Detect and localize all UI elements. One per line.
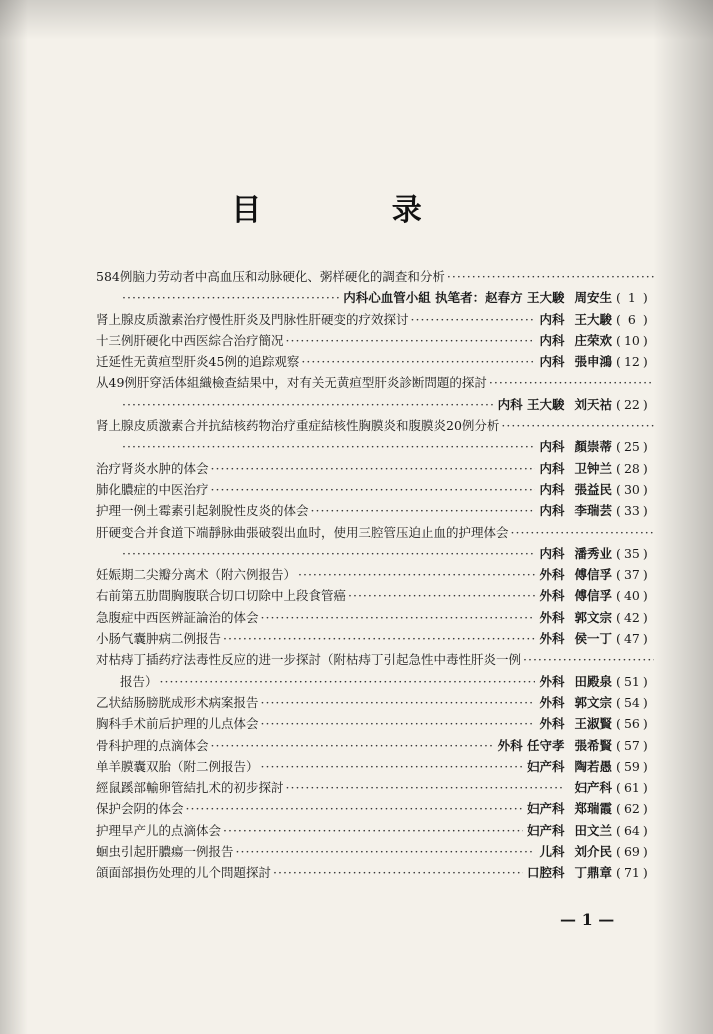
toc-leader-dots	[122, 290, 339, 305]
toc-entry-page: ( 42 )	[616, 609, 648, 625]
toc-entry-department: 外科	[539, 694, 565, 710]
toc-entry	[96, 650, 656, 671]
toc-entry-page: ( 6 )	[616, 311, 648, 327]
toc-entry-author: 田文兰	[574, 822, 612, 838]
toc-entry-title: 妊娠期二尖瓣分离术（附六例报告）	[96, 567, 297, 583]
toc-entry	[96, 395, 656, 416]
toc-entry-title: 肾上腺皮质激素治疗慢性肝炎及門脉性肝硬变的疗效探讨	[96, 311, 409, 327]
toc-entry-title: 保护会阴的体会	[96, 801, 184, 817]
toc-entry-page-number: 28	[623, 460, 640, 476]
toc-entry-page: ( 1 )	[616, 290, 648, 306]
toc-leader-dots	[447, 269, 654, 284]
toc-entry-author: 顏崇蒂	[574, 439, 612, 455]
toc-entry-page: ( 64 )	[616, 822, 648, 838]
toc-entry-page-number: 42	[623, 609, 640, 625]
toc-entry-title: 十三例肝硬化中西医綜合治疗簡况	[96, 332, 284, 348]
toc-entry-department: 内科	[539, 354, 565, 370]
toc-entry-page-number: 25	[623, 439, 640, 455]
toc-entry-page-number: 1	[627, 290, 636, 306]
toc-entry-page-number: 69	[623, 844, 640, 860]
toc-entry-title: 右前第五肋間胸腹联合切口切除中上段食管癌	[96, 588, 347, 604]
toc-leader-dots	[122, 546, 535, 561]
toc-entry-title: 小肠气囊肿病二例报告	[96, 631, 222, 647]
toc-entry	[96, 437, 656, 458]
toc-leader-dots	[286, 333, 536, 348]
toc-entry-title: 护理早产儿的点滴体会	[96, 822, 222, 838]
toc-entry-department: 内科 王大駿	[497, 396, 565, 412]
toc-entry-author: 張益民	[574, 481, 612, 497]
toc-entry-page: ( 54 )	[616, 694, 648, 710]
toc-entry-page: ( 59 )	[616, 758, 648, 774]
toc-entry-department: 外科	[539, 631, 565, 647]
toc-entry-page-number: 59	[623, 758, 640, 774]
toc-leader-dots	[122, 439, 535, 454]
scan-shadow-right	[653, 0, 713, 1034]
toc-leader-dots	[501, 418, 654, 433]
toc-entry-page-number: 62	[623, 801, 640, 817]
toc-leader-dots	[236, 844, 536, 859]
toc-entry-page-number: 57	[623, 737, 640, 753]
toc-leader-dots	[223, 631, 535, 646]
toc-entry-page-number: 12	[623, 354, 640, 370]
toc-entry-department: 外科	[539, 588, 565, 604]
toc-entry-page: ( 37 )	[616, 567, 648, 583]
toc-entry-department: 内科	[539, 332, 565, 348]
toc-leader-dots	[261, 716, 536, 731]
toc-entry-page-number: 47	[623, 631, 640, 647]
toc-entry	[96, 608, 656, 629]
toc-leader-dots	[122, 397, 494, 412]
toc-entry-title: 胸科手术前后护理的儿点体会	[96, 716, 259, 732]
toc-leader-dots	[211, 482, 536, 497]
toc-entry-page: ( 35 )	[616, 545, 648, 561]
toc-entry	[96, 267, 656, 288]
toc-entry-author: 張申鴻	[574, 354, 612, 370]
toc-entry-department: 外科	[539, 673, 565, 689]
toc-entry-title: 迁延性无黄疸型肝炎45例的追踪观察	[96, 354, 300, 370]
toc-entry-page: ( 10 )	[616, 332, 648, 348]
toc-entry-department: 内科	[539, 503, 565, 519]
toc-entry-page: ( 28 )	[616, 460, 648, 476]
toc-entry-title: 单羊膜囊双胎（附二例报告）	[96, 758, 259, 774]
toc-leader-dots	[523, 652, 654, 667]
toc-entry-page: ( 33 )	[616, 503, 648, 519]
toc-entry-page-number: 61	[623, 780, 640, 796]
toc-entry-page: ( 62 )	[616, 801, 648, 817]
toc-entry-department: 儿科	[539, 844, 565, 860]
toc-entry-author: 周安生	[574, 290, 612, 306]
toc-entry-page: ( 40 )	[616, 588, 648, 604]
table-of-contents	[96, 267, 656, 885]
toc-entry-page: ( 30 )	[616, 481, 648, 497]
toc-leader-dots	[286, 780, 563, 795]
toc-entry	[96, 310, 656, 331]
toc-entry	[96, 863, 656, 884]
toc-leader-dots	[211, 738, 494, 753]
toc-entry-page: ( 22 )	[616, 396, 648, 412]
toc-leader-dots	[261, 610, 536, 625]
toc-entry	[96, 459, 656, 480]
toc-entry-page-number: 33	[623, 503, 640, 519]
toc-entry-department: 外科	[539, 716, 565, 732]
toc-leader-dots	[301, 354, 535, 369]
toc-entry-page-number: 30	[623, 481, 640, 497]
toc-entry	[96, 416, 656, 437]
toc-leader-dots	[261, 759, 523, 774]
toc-entry-title: 骨科护理的点滴体会	[96, 737, 209, 753]
toc-entry	[96, 501, 656, 522]
toc-entry-title: 頜面部損伤处理的儿个問題探討	[96, 865, 272, 881]
toc-entry-title: 急腹症中西医辨証論治的体会	[96, 609, 259, 625]
toc-entry	[96, 544, 656, 565]
toc-entry-author: 田殿泉	[574, 673, 612, 689]
toc-entry-page-number: 6	[627, 311, 636, 327]
toc-entry-page: ( 56 )	[616, 716, 648, 732]
toc-entry-page: ( 61 )	[616, 780, 648, 796]
toc-entry	[96, 565, 656, 586]
toc-entry-author: 侯一丁	[574, 631, 612, 647]
toc-entry-department: 内科	[539, 481, 565, 497]
toc-leader-dots	[411, 312, 536, 327]
toc-entry	[96, 842, 656, 863]
toc-entry-page-number: 71	[623, 865, 640, 881]
toc-leader-dots	[261, 695, 536, 710]
toc-entry-department: 内科	[539, 545, 565, 561]
toc-entry-author: 庄荣欢	[574, 332, 612, 348]
toc-entry-page-number: 35	[623, 545, 640, 561]
toc-entry-author: 郭文宗	[574, 694, 612, 710]
toc-leader-dots	[223, 823, 523, 838]
toc-entry-department: 妇产科	[526, 822, 565, 838]
toc-entry-title: 乙状結肠膀胱成形术病案报告	[96, 694, 259, 710]
toc-entry-page-number: 64	[623, 822, 640, 838]
toc-entry	[96, 778, 656, 799]
toc-entry-title: 对枯痔丁插药疗法毒性反应的进一步探討（附枯痔丁引起急性中毒性肝炎一例	[96, 652, 522, 668]
toc-entry	[96, 693, 656, 714]
toc-entry	[96, 714, 656, 735]
toc-entry-author: 陶若愚	[574, 758, 612, 774]
toc-entry-page-number: 40	[623, 588, 640, 604]
scan-shadow-top	[0, 0, 713, 40]
toc-entry	[96, 523, 656, 544]
toc-entry-page: ( 69 )	[616, 844, 648, 860]
toc-entry	[96, 352, 656, 373]
toc-entry-page: ( 51 )	[616, 673, 648, 689]
toc-entry-title: 治疗肾炎水肿的体会	[96, 460, 209, 476]
toc-entry-author: 李瑞芸	[574, 503, 612, 519]
toc-entry-department: 口腔科	[526, 865, 565, 881]
toc-entry-department: 妇产科	[526, 801, 565, 817]
toc-entry-title: 584例脑力劳动者中高血压和动脉硬化、粥样硬化的調查和分析	[96, 269, 445, 284]
toc-entry	[96, 373, 656, 394]
toc-entry-department: 外科 任守孝	[497, 737, 565, 753]
toc-leader-dots	[489, 375, 654, 390]
toc-entry-author: 妇产科	[574, 780, 612, 796]
toc-entry-title: 报告）	[120, 673, 158, 689]
toc-leader-dots	[311, 503, 536, 518]
toc-entry-page: ( 12 )	[616, 354, 648, 370]
toc-entry-title: 肾上腺皮质激素合并抗結核药物治疗重症結核性胸膜炎和腹膜炎20例分析	[96, 418, 500, 434]
toc-entry-title: 护理一例土霉素引起剝脫性皮炎的体会	[96, 503, 309, 519]
toc-entry	[96, 629, 656, 650]
toc-entry-author: 張希賢	[574, 737, 612, 753]
scan-shadow-left	[0, 0, 28, 1034]
page-folio: — 1 —	[560, 910, 615, 929]
toc-leader-dots	[348, 588, 535, 603]
toc-entry-page-number: 56	[623, 716, 640, 732]
toc-entry	[96, 672, 656, 693]
toc-entry-page-number: 22	[623, 396, 640, 412]
toc-entry-department: 内科	[539, 460, 565, 476]
toc-leader-dots	[298, 567, 535, 582]
toc-entry-department: 内科心血管小組 执笔者：赵春方 王大駿	[343, 290, 565, 306]
toc-entry	[96, 799, 656, 820]
toc-entry-page-number: 10	[623, 332, 640, 348]
toc-entry	[96, 288, 656, 309]
toc-entry-page: ( 57 )	[616, 737, 648, 753]
toc-leader-dots	[511, 525, 654, 540]
toc-entry-department: 外科	[539, 567, 565, 583]
toc-entry-author: 王淑賢	[574, 716, 612, 732]
toc-leader-dots	[186, 801, 523, 816]
toc-entry-title: 肝硬变合并食道下端靜脉曲張破裂出血时，使用三腔管压迫止血的护理体会	[96, 524, 509, 540]
toc-leader-dots	[160, 674, 536, 689]
toc-entry-author: 丁鼎章	[574, 865, 612, 881]
toc-entry	[96, 480, 656, 501]
toc-entry-department: 外科	[539, 609, 565, 625]
toc-entry-author: 傅信孚	[574, 588, 612, 604]
toc-entry-author: 刘介民	[574, 844, 612, 860]
toc-entry-title: 蛔虫引起肝膿瘍一例报告	[96, 844, 234, 860]
toc-entry-author: 卫钟兰	[574, 460, 612, 476]
toc-entry-page-number: 54	[623, 694, 640, 710]
toc-entry-author: 傅信孚	[574, 567, 612, 583]
toc-leader-dots	[211, 461, 536, 476]
toc-entry	[96, 821, 656, 842]
toc-entry-page: ( 25 )	[616, 439, 648, 455]
toc-entry	[96, 331, 656, 352]
toc-entry-department: 内科	[539, 439, 565, 455]
toc-entry-title: 經鼠蹊部輸卵管結扎术的初步探討	[96, 780, 284, 796]
toc-entry	[96, 736, 656, 757]
toc-entry-author: 刘天祜	[574, 396, 612, 412]
toc-entry-author: 郭文宗	[574, 609, 612, 625]
page-title: 目 录	[231, 193, 482, 228]
toc-entry-page: ( 71 )	[616, 865, 648, 881]
toc-entry-title: 从49例肝穿活体組織檢查結果中，对有关无黄疸型肝炎診断問題的探討	[96, 375, 487, 391]
toc-leader-dots	[273, 865, 523, 880]
toc-entry-department: 妇产科	[526, 758, 565, 774]
toc-entry	[96, 757, 656, 778]
toc-entry	[96, 586, 656, 607]
toc-entry-page: ( 47 )	[616, 631, 648, 647]
toc-entry-page-number: 51	[623, 673, 640, 689]
toc-entry-page-number: 37	[623, 567, 640, 583]
toc-entry-department: 内科	[539, 311, 565, 327]
toc-entry-title: 肺化膿症的中医治疗	[96, 481, 209, 497]
toc-entry-author: 王大駿	[574, 311, 612, 327]
toc-entry-author: 郑瑞霞	[574, 801, 612, 817]
toc-entry-author: 潘秀业	[574, 545, 612, 561]
